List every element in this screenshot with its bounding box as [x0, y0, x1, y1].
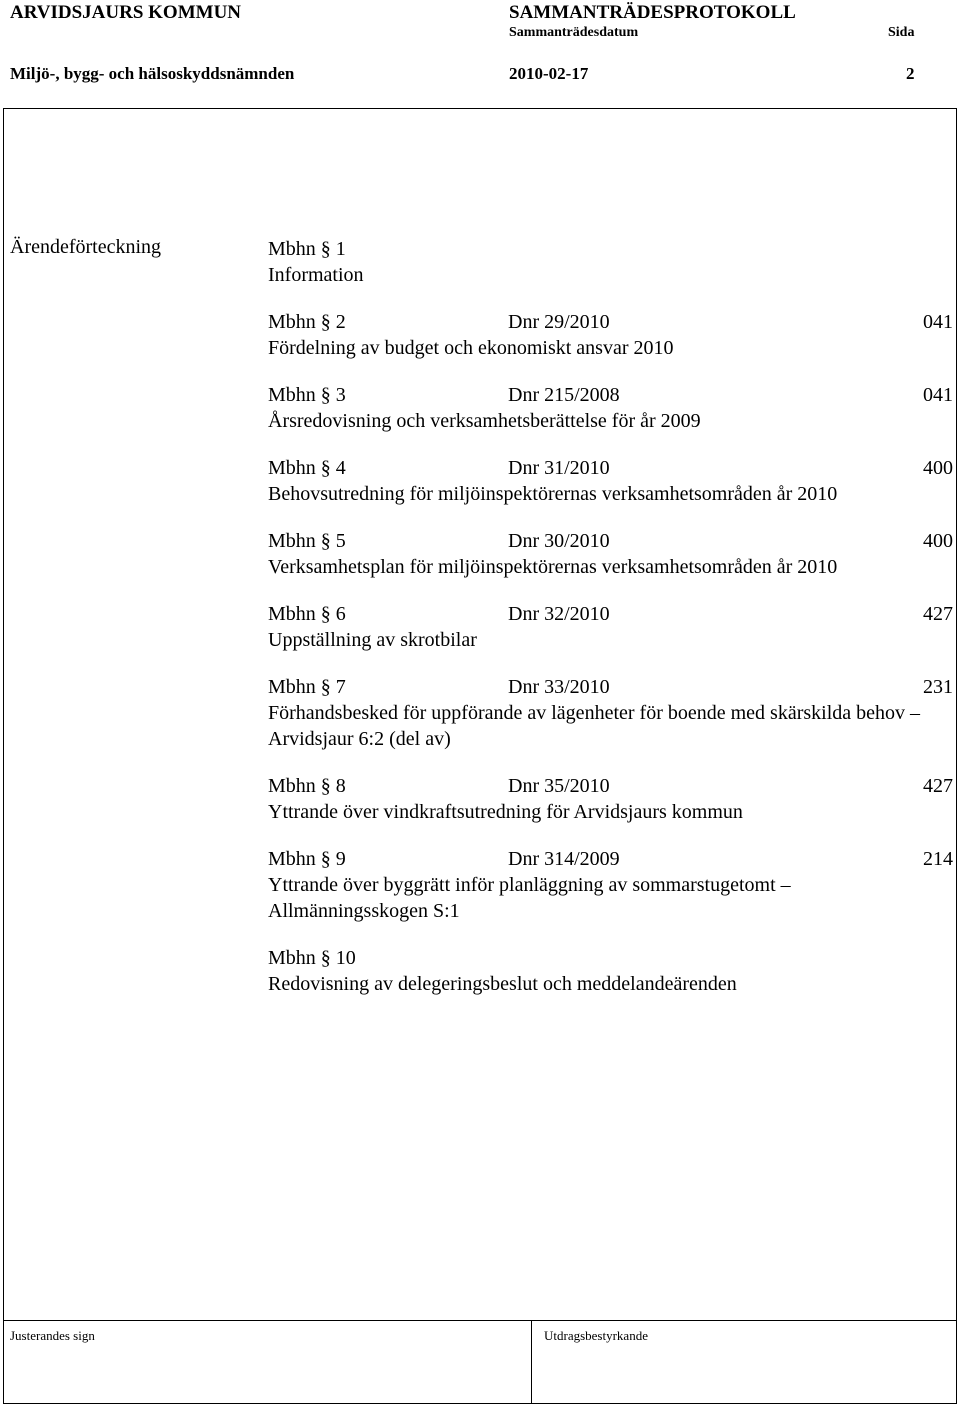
agenda-item-2	[268, 309, 953, 361]
item-code: 427	[923, 775, 953, 797]
item-code: 400	[923, 530, 953, 552]
item-dnr: Dnr 314/2009	[508, 848, 620, 870]
item-title: Årsredovisning och verksamhetsberättelse för år 2009	[268, 410, 701, 432]
item-paragraph: Mbhn § 5	[268, 530, 346, 552]
item-dnr: Dnr 30/2010	[508, 530, 610, 552]
item-title: Yttrande över byggrätt inför planläggning av sommarstugetomt – Allmänningsskogen S:1	[268, 874, 791, 922]
agenda-item-5	[268, 528, 953, 580]
item-paragraph: Mbhn § 1	[268, 238, 346, 260]
item-title: Behovsutredning för miljöinspektörernas verksamhetsområden år 2010	[268, 483, 838, 505]
agenda-item-6	[268, 601, 953, 653]
certification-label: Utdragsbestyrkande	[544, 1328, 648, 1343]
meeting-date-label: Sammanträdesdatum	[509, 25, 639, 40]
agenda-item-8	[268, 773, 953, 825]
item-code: 041	[923, 311, 953, 333]
item-title: Fördelning av budget och ekonomiskt ansvar 2010	[268, 337, 674, 359]
agenda-item-9	[268, 846, 953, 924]
agenda-item-3	[268, 382, 953, 434]
item-title: Redovisning av delegeringsbeslut och meddelandeärenden	[268, 973, 737, 995]
item-paragraph: Mbhn § 8	[268, 775, 346, 797]
agenda-item-7	[268, 674, 953, 752]
item-code: 400	[923, 457, 953, 479]
item-dnr: Dnr 32/2010	[508, 603, 610, 625]
item-paragraph: Mbhn § 7	[268, 676, 346, 698]
item-dnr: Dnr 35/2010	[508, 775, 610, 797]
agenda-item-4	[268, 455, 953, 507]
item-code: 041	[923, 384, 953, 406]
item-dnr: Dnr 31/2010	[508, 457, 610, 479]
item-paragraph: Mbhn § 4	[268, 457, 346, 479]
item-code: 231	[923, 676, 953, 698]
item-paragraph: Mbhn § 6	[268, 603, 346, 625]
board-name: Miljö-, bygg- och hälsoskyddsnämnden	[10, 64, 295, 83]
item-paragraph: Mbhn § 2	[268, 311, 346, 333]
footer-column-divider	[531, 1320, 532, 1404]
meeting-date: 2010-02-17	[509, 64, 589, 83]
agenda-item-10	[268, 945, 953, 997]
organization-name: ARVIDSJAURS KOMMUN	[10, 2, 242, 23]
document-title: Ärendeförteckning	[10, 236, 162, 258]
page-label: Sida	[888, 25, 915, 40]
item-paragraph: Mbhn § 3	[268, 384, 346, 406]
item-paragraph: Mbhn § 9	[268, 848, 346, 870]
footer-divider	[3, 1320, 957, 1321]
agenda-list	[268, 236, 953, 1018]
document-type: SAMMANTRÄDESPROTOKOLL	[509, 2, 796, 23]
item-title: Verksamhetsplan för miljöinspektörernas verksamhetsområden år 2010	[268, 556, 838, 578]
page-number: 2	[906, 64, 915, 83]
item-paragraph: Mbhn § 10	[268, 947, 356, 969]
signature-label: Justerandes sign	[10, 1328, 95, 1343]
item-code: 427	[923, 603, 953, 625]
item-code: 214	[923, 848, 953, 870]
item-title: Förhandsbesked för uppförande av lägenheter för boende med skärskilda behov – Arvidsjaur 6:2 (del av)	[268, 702, 921, 750]
item-dnr: Dnr 33/2010	[508, 676, 610, 698]
item-dnr: Dnr 29/2010	[508, 311, 610, 333]
item-title: Uppställning av skrotbilar	[268, 629, 477, 651]
item-title: Information	[268, 264, 364, 286]
item-title: Yttrande över vindkraftsutredning för Arvidsjaurs kommun	[268, 801, 743, 823]
agenda-item-1	[268, 236, 953, 288]
item-dnr: Dnr 215/2008	[508, 384, 620, 406]
